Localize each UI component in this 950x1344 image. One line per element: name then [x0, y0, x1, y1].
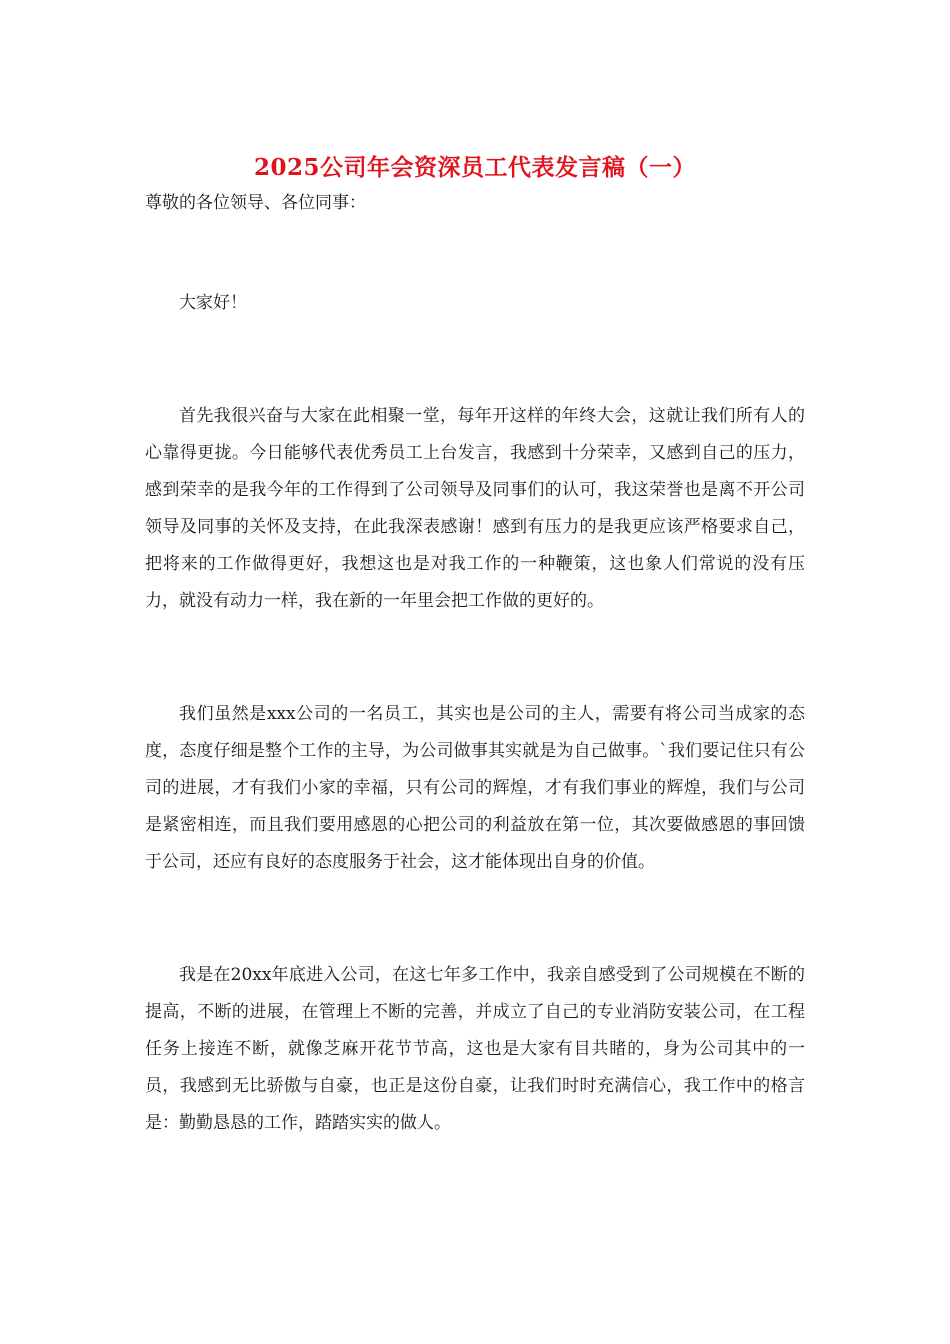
spacer [145, 220, 805, 285]
document-title: 2025公司年会资深员工代表发言稿（一） [253, 154, 696, 181]
document-page [145, 150, 805, 1142]
salutation: 尊敬的各位领导、各位同事： [145, 193, 366, 213]
spacer [145, 881, 805, 957]
paragraph-3: 我是在20xx年底进入公司，在这七年多工作中，我亲自感受到了公司规模在不断的提高，不断的进展，在管理上不断的完善，并成立了自己的专业消防安装公司，在工程任务上接连不断，就像芝麻开花节节高，这也是大家有目共睹的，身为公司其中的一员，我感到无比骄傲与自豪，也正是这份自豪，让我们时时充满信心，我工作中的格言是：勤勤恳恳的工作，踏踏实实的做人。 [145, 965, 805, 1133]
spacer [145, 620, 805, 696]
greeting: 大家好！ [179, 293, 247, 313]
paragraph-1: 首先我很兴奋与大家在此相聚一堂，每年开这样的年终大会，这就让我们所有人的心靠得更拢。今日能够代表优秀员工上台发言，我感到十分荣幸，又感到自己的压力，感到荣幸的是我今年的工作得到了公司领导及同事们的认可，我这荣誉也是离不开公司领导及同事的关怀及支持，在此我深表感谢！感到有压力的是我更应该严格要求自己，把将来的工作做得更好，我想这也是对我工作的一种鞭策，这也象人们常说的没有压力，就没有动力一样，我在新的一年里会把工作做的更好的。 [145, 406, 805, 611]
paragraph-2: 我们虽然是xxx公司的一名员工，其实也是公司的主人，需要有将公司当成家的态度，态度仔细是整个工作的主导，为公司做事其实就是为自己做事。`我们要记住只有公司的进展，才有我们小家的幸福，只有公司的辉煌，才有我们事业的辉煌，我们与公司是紧密相连，而且我们要用感恩的心把公司的利益放在第一位，其次要做感恩的事回馈于公司，还应有良好的态度服务于社会，这才能体现出自身的价值。 [145, 704, 805, 872]
spacer [145, 322, 805, 398]
